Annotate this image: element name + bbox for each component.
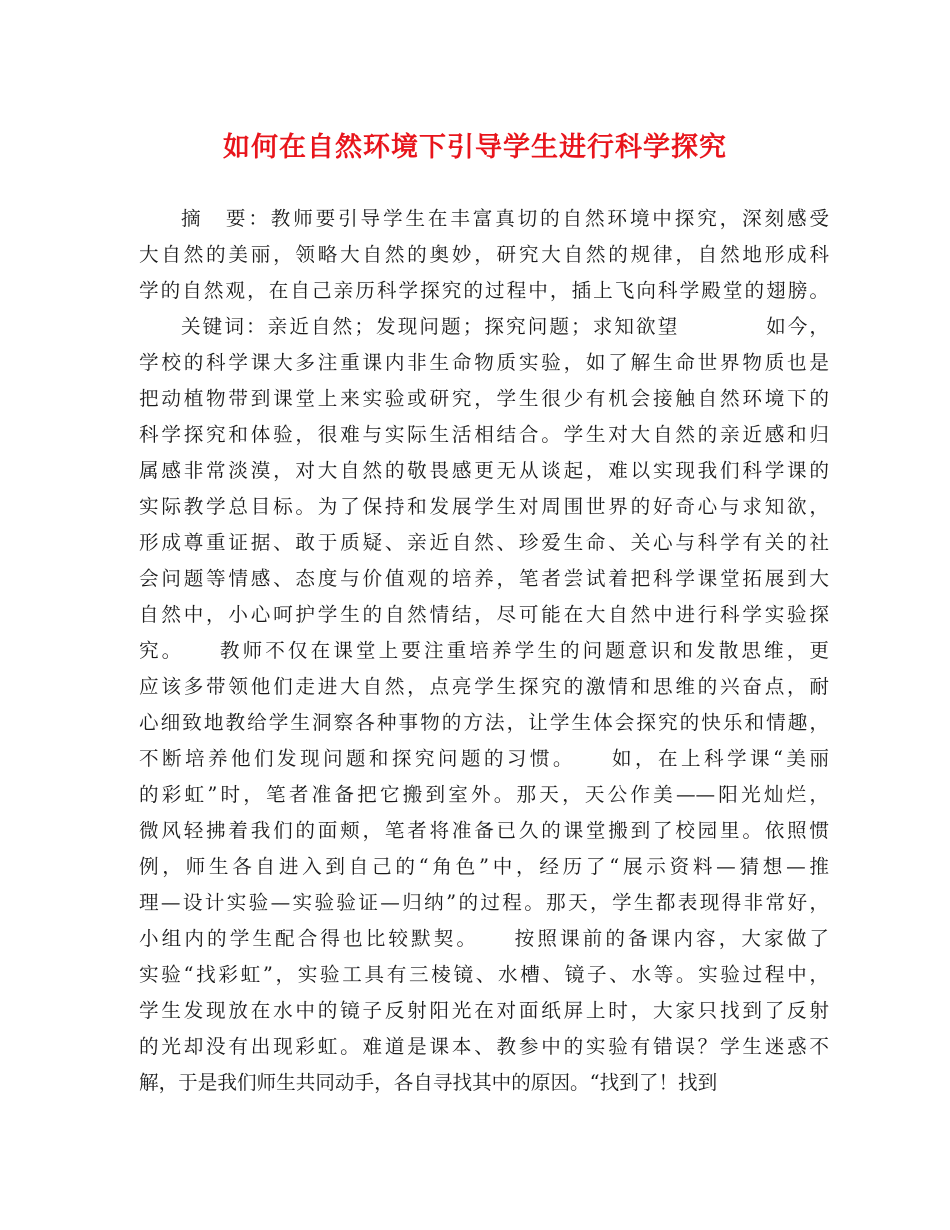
body-line: 学校的科学课大多注重课内非生命物质实验，如了解生命世界物质也是: [139, 351, 829, 374]
document-body: [139, 201, 829, 1101]
body-line: 摘 要：教师要引导学生在丰富真切的自然环境中探究，深刻感受: [181, 207, 829, 230]
body-line: 小组内的学生配合得也比较默契。 按照课前的备课内容，大家做了: [139, 927, 829, 950]
body-line: 属感非常淡漠，对大自然的敬畏感更无从谈起，难以实现我们科学课的: [139, 459, 829, 482]
body-line: 心细致地教给学生洞察各种事物的方法，让学生体会探究的快乐和情趣，: [139, 711, 829, 734]
body-line: 形成尊重证据、敢于质疑、亲近自然、珍爱生命、关心与科学有关的社: [139, 531, 829, 554]
body-line: 微风轻拂着我们的面颊，笔者将准备已久的课堂搬到了校园里。依照惯: [139, 819, 829, 842]
body-line: 大自然的美丽，领略大自然的奥妙，研究大自然的规律，自然地形成科: [139, 243, 829, 266]
body-line: 不断培养他们发现问题和探究问题的习惯。 如，在上科学课“美丽: [139, 747, 829, 770]
document-title: 如何在自然环境下引导学生进行科学探究: [223, 132, 727, 163]
body-line: 会问题等情感、态度与价值观的培养，笔者尝试着把科学课堂拓展到大: [139, 567, 829, 590]
body-line: 科学探究和体验，很难与实际生活相结合。学生对大自然的亲近感和归: [139, 423, 829, 446]
body-line: 理—设计实验—实验验证—归纳”的过程。那天，学生都表现得非常好，: [139, 891, 829, 914]
body-line: 把动植物带到课堂上来实验或研究，学生很少有机会接触自然环境下的: [139, 387, 829, 410]
body-line: 关键词：亲近自然；发现问题；探究问题；求知欲望 如今，: [181, 315, 829, 338]
body-line: 学生发现放在水中的镜子反射阳光在对面纸屏上时，大家只找到了反射: [139, 999, 829, 1022]
body-line: 的彩虹”时，笔者准备把它搬到室外。那天，天公作美——阳光灿烂，: [139, 783, 829, 806]
body-line: 应该多带领他们走进大自然，点亮学生探究的激情和思维的兴奋点，耐: [139, 675, 829, 698]
body-line: 自然中，小心呵护学生的自然情结，尽可能在大自然中进行科学实验探: [139, 603, 829, 626]
body-line: 实验“找彩虹”，实验工具有三棱镜、水槽、镜子、水等。实验过程中，: [139, 963, 829, 986]
body-line: 解，于是我们师生共同动手，各自寻找其中的原因。“找到了！找到: [139, 1071, 718, 1094]
body-line: 究。 教师不仅在课堂上要注重培养学生的问题意识和发散思维，更: [139, 639, 829, 662]
body-line: 实际教学总目标。为了保持和发展学生对周围世界的好奇心与求知欲，: [139, 495, 829, 518]
body-line: 的光却没有出现彩虹。难道是课本、教参中的实验有错误？学生迷惑不: [139, 1035, 829, 1058]
body-line: 学的自然观，在自己亲历科学探究的过程中，插上飞向科学殿堂的翅膀。: [139, 279, 829, 302]
body-line: 例，师生各自进入到自己的“角色”中，经历了“展示资料—猜想—推: [139, 855, 829, 878]
